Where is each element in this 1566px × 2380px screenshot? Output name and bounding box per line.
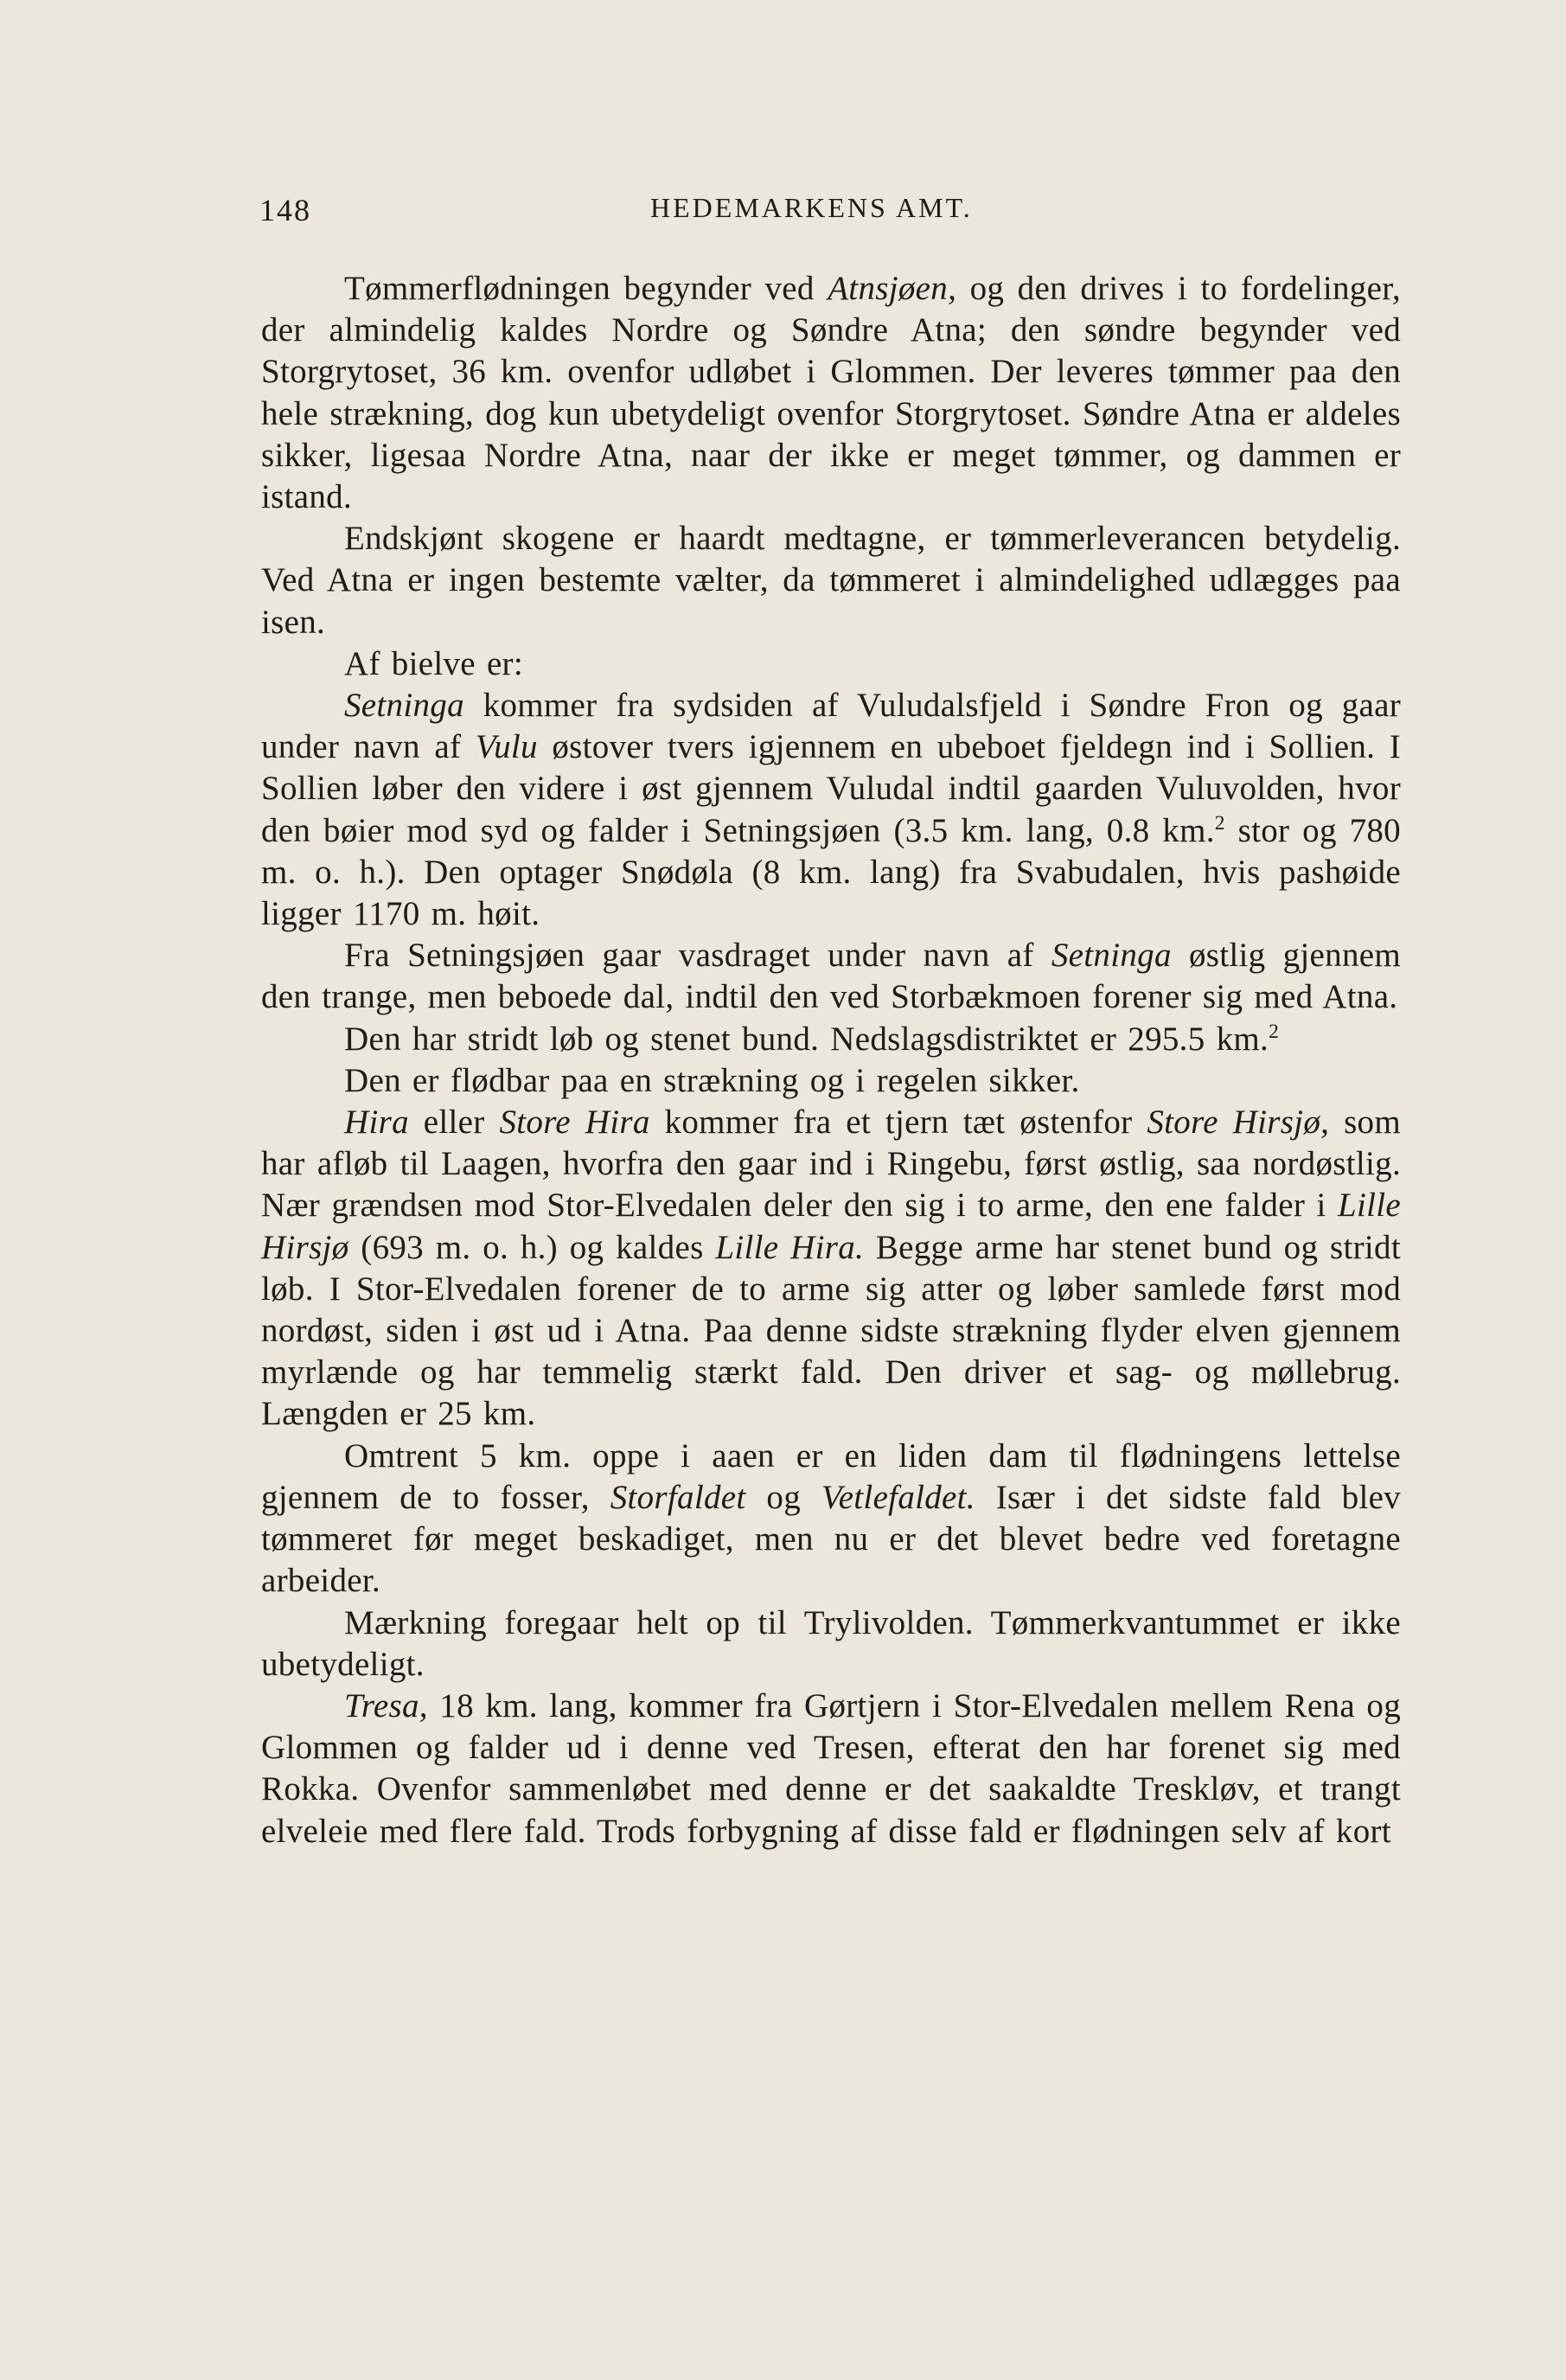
text-run: Mærkning foregaar helt op til Trylivolden. Tømmerkvantummet er ikke ubetydeligt. [261,1603,1401,1683]
text-run: 18 km. lang, kommer fra Gørtjern i Stor-Elvedalen mellem Rena og Glommen og falder ud i denne ved Tresen, efterat den har forenet sig med Rokka. Ovenfor sammenløbet med denne er det saakaldte Treskløv, et trangt elveleie med flere fald. Trods forbygning af disse fald er flødningen selv af kort [261,1686,1401,1850]
italic-text: Lille Hira. [715,1228,865,1266]
text-run: eller [408,1104,500,1142]
paragraph [261,935,1401,1018]
text-run: Især i det sidste fald blev tømmeret før meget beskadiget, men nu er det blevet bedre ved foretagne arbeider. [261,1478,1401,1600]
paragraph [261,268,1401,518]
text-run: Begge arme har stenet bund og stridt løb. I Stor-Elvedalen forener de to arme sig atter og løber samlede først mod nordøst, siden i øst ud i Atna. Paa denne sidste strækning flyder elven gjennem myrlænde og har temmelig stærkt fald. Den driver et sag- og møllebrug. Længden er 25 km. [261,1228,1401,1433]
text-run: Endskjønt skogene er haardt medtagne, er tømmerleverancen betydelig. Ved Atna er ingen bestemte vælter, da tømmeret i almindelighed udlægges paa isen. [261,520,1401,641]
text-run: Omtrent 5 km. oppe i aaen er en liden dam til flødningens lettelse gjennem de to fosser, [261,1436,1401,1516]
text-run: Fra Setningsjøen gaar vasdraget under navn af [344,937,1051,975]
italic-text: Lille Hirsjø [261,1187,1401,1266]
paragraph [261,1060,1401,1102]
superscript: 2 [1269,1020,1280,1043]
text-run: kommer fra et tjern tæt østenfor [649,1104,1147,1142]
italic-text: Hira [344,1104,409,1142]
text-run: Af bielve er: [344,644,523,682]
text-run: og den drives i to fordelinger, der almindelig kaldes Nordre og Søndre Atna; den søndre begynder ved Storgrytoset, 36 km. ovenfor udløbet i Glommen. Der leveres tømmer paa den hele strækning, dog kun ubetydeligt ovenfor Storgrytoset. Søndre Atna er aldeles sikker, ligesaa Nordre Atna, naar der ikke er meget tømmer, og dammen er istand. [261,270,1401,516]
italic-text: Vulu [475,728,538,766]
italic-text: Vetlefaldet. [821,1478,975,1516]
paragraph [261,643,1401,685]
italic-text: Store Hira [499,1104,650,1142]
italic-text: Store Hirsjø, [1147,1104,1330,1142]
text-run: som har afløb til Laagen, hvorfra den gaar ind i Ringebu, først østlig, saa nordøstlig. Nær grændsen mod Stor-Elvedalen deler den sig i to arme, den ene falder i [261,1104,1401,1225]
text-run: østover tvers igjennem en ubeboet fjeldegn ind i Sollien. I Sollien løber den videre i øst gjennem Vuludal indtil gaarden Vuluvolden, hvor den bøier mod syd og falder i Setningsjøen (3.5 km. lang, 0.8 km. [261,728,1401,849]
superscript: 2 [1214,811,1225,835]
text-run: Den er flødbar paa en strækning og i regelen sikker. [344,1061,1080,1099]
page-header [259,192,1401,235]
text-run: østlig gjennem den trange, men beboede dal, indtil den ved Storbækmoen forener sig med Atna. [261,937,1401,1016]
text-run: Den har stridt løb og stenet bund. Nedslagsdistriktet er 295.5 km. [344,1020,1269,1058]
paragraph [261,685,1401,935]
text-run: (693 m. o. h.) og kaldes [348,1228,716,1266]
paragraph [261,1436,1401,1603]
text-run: Tømmerflødningen begynder ved [344,270,828,307]
text-run: stor og 780 m. o. h.). Den optager Snødøla (8 km. lang) fra Svabudalen, hvis pashøide ligger 1170 m. høit. [261,811,1401,933]
page-number: 148 [259,193,311,227]
text-run: og [745,1478,821,1516]
italic-text: Tresa, [344,1686,428,1724]
italic-text: Storfaldet [610,1478,746,1516]
italic-text: Setninga [344,687,464,725]
paragraph [261,1019,1401,1060]
running-title: HEDEMARKENS AMT. [650,192,973,223]
italic-text: Atnsjøen, [828,270,957,307]
text-run: kommer fra sydsiden af Vuludalsfjeld i Søndre Fron og gaar under navn af [261,687,1401,766]
paragraph [261,518,1401,643]
paragraph [261,1686,1401,1852]
italic-text: Setninga [1051,937,1172,975]
body-text [261,268,1401,1852]
paragraph [261,1102,1401,1436]
paragraph [261,1603,1401,1686]
